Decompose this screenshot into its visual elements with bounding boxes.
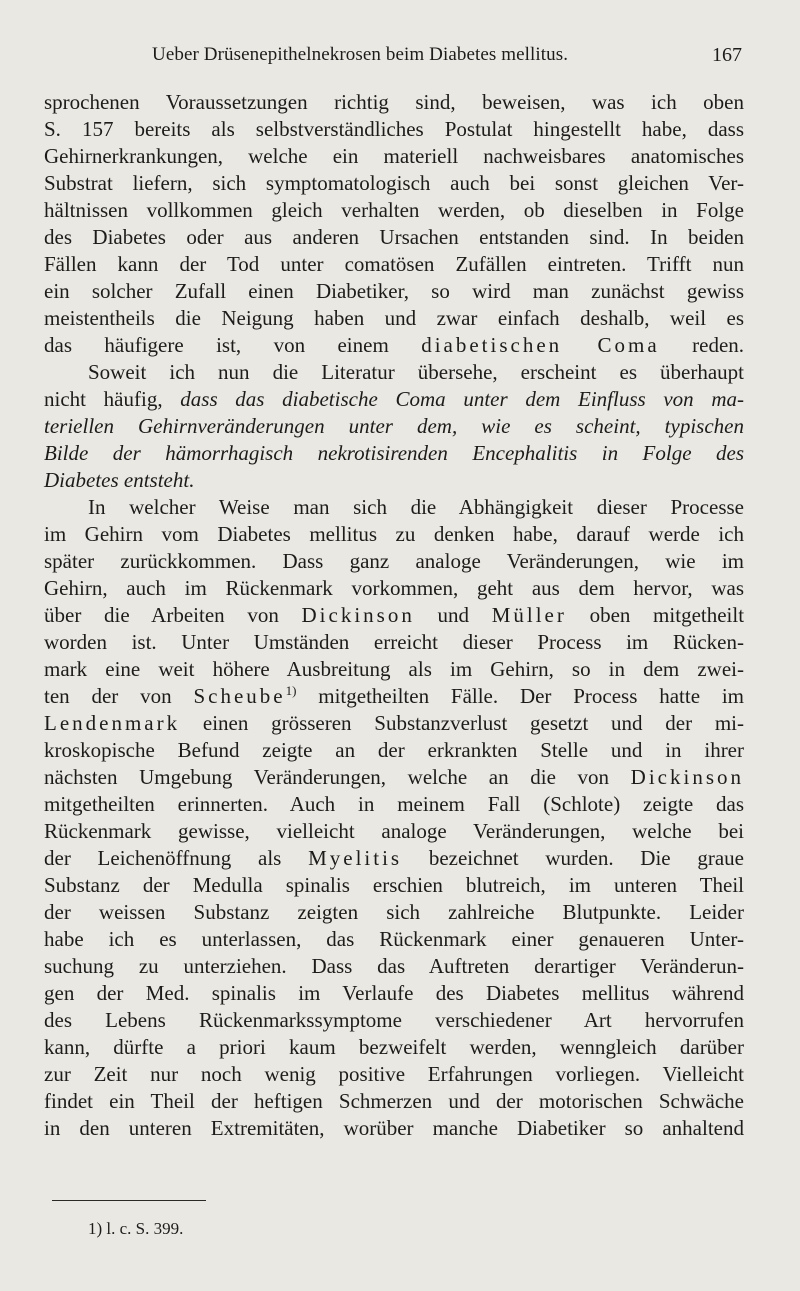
spaced-term: Lendenmark [44,711,181,735]
text-line: kann, dürfte a priori kaum bezweifelt werden, wenngleich darüber [44,1035,744,1059]
text-segment: über die Arbeiten von [44,603,279,627]
text-line: In welcher Weise man sich die Abhängigkeit dieser Processe [88,495,744,519]
running-title: Ueber Drüsenepithelnekrosen beim Diabetes mellitus. [152,44,569,65]
italic-segment: dass das diabetische Coma unter dem Einfluss von ma- [180,387,745,411]
text-line: suchung zu unterziehen. Dass das Auftreten derartiger Veränderun- [44,954,744,978]
text-segment: oben mitgetheilt [589,603,745,627]
text-line [44,386,744,413]
text-line: S. 157 bereits als selbstverständliches Postulat hingestellt habe, dass [44,117,744,141]
spaced-term: diabetischen Coma [421,333,660,357]
text-line: des Diabetes oder aus anderen Ursachen entstanden sind. In beiden [44,225,744,249]
text-line: Soweit ich nun die Literatur übersehe, erscheint es überhaupt [88,360,744,384]
text-line [44,332,744,359]
text-segment: mitgetheilten Fälle. Der Process hatte im [318,684,745,708]
text-segment: nicht häufig, [44,387,163,411]
text-line: der weissen Substanz zeigten sich zahlreiche Blutpunkte. Leider [44,900,744,924]
text-line: sprochenen Voraussetzungen richtig sind, beweisen, was ich oben [44,90,744,114]
text-segment: bezeichnet wurden. Die graue [428,846,744,870]
text-line [44,683,744,710]
text-line: kroskopische Befund zeigte an der erkrankten Stelle und in ihrer [44,738,744,762]
running-head [0,44,800,70]
text-line: Substrat liefern, sich symptomatologisch auch bei sonst gleichen Ver- [44,171,744,195]
text-line: mark eine weit höhere Ausbreitung als im Gehirn, so in dem zwei- [44,657,744,681]
page-number: 167 [712,44,742,66]
footnote-marker: 1) [285,683,297,698]
spaced-term: Myelitis [308,846,403,870]
text-line: zur Zeit nur noch wenig positive Erfahrungen vorliegen. Vielleicht [44,1062,744,1086]
text-line: in den unteren Extremitäten, worüber manche Diabetiker so anhaltend [44,1116,744,1140]
text-segment: und [437,603,470,627]
text-segment: der Leichenöffnung als [44,846,282,870]
text-line: später zurückkommen. Dass ganz analoge Veränderungen, wie im [44,549,744,573]
text-line: meistentheils die Neigung haben und zwar einfach deshalb, weil es [44,306,744,330]
author-name: Dickinson [630,765,744,789]
italic-line: teriellen Gehirnveränderungen unter dem, wie es scheint, typischen [44,414,744,438]
text-segment: einen grösseren Substanzverlust gesetzt und der mi- [202,711,745,735]
italic-line: Diabetes entsteht. [44,468,195,492]
text-segment: reden. [692,333,745,357]
text-line: mitgetheilten erinnerten. Auch in meinem Fall (Schlote) zeigte das [44,792,744,816]
text-line [44,764,744,791]
footnote-rule [52,1200,206,1201]
footnote: 1) l. c. S. 399. [88,1219,184,1238]
text-segment: das häufigere ist, von einem [44,333,389,357]
text-line: findet ein Theil der heftigen Schmerzen und der motorischen Schwäche [44,1089,744,1113]
author-name: Dickinson [301,603,415,627]
text-line: Substanz der Medulla spinalis erschien blutreich, im unteren Theil [44,873,744,897]
text-line: hältnissen vollkommen gleich verhalten werden, ob dieselben in Folge [44,198,744,222]
text-line: Gehirnerkrankungen, welche ein materiell nachweisbares anatomisches [44,144,744,168]
text-line [44,710,744,737]
text-line: habe ich es unterlassen, das Rückenmark einer genaueren Unter- [44,927,744,951]
text-line [44,602,744,629]
text-line: worden ist. Unter Umständen erreicht dieser Process im Rücken- [44,630,744,654]
text-line: Fällen kann der Tod unter comatösen Zufällen eintreten. Trifft nun [44,252,744,276]
text-line: im Gehirn vom Diabetes mellitus zu denken habe, darauf werde ich [44,522,744,546]
author-name: Müller [491,603,567,627]
text-line: Gehirn, auch im Rückenmark vorkommen, geht aus dem hervor, was [44,576,744,600]
text-line: gen der Med. spinalis im Verlaufe des Diabetes mellitus während [44,981,744,1005]
text-segment: ten der von [44,684,172,708]
text-line: ein solcher Zufall einen Diabetiker, so wird man zunächst gewiss [44,279,744,303]
text-line: des Lebens Rückenmarkssymptome verschiedener Art hervorrufen [44,1008,744,1032]
text-segment: nächsten Umgebung Veränderungen, welche an die von [44,765,610,789]
body-text [44,89,744,1142]
text-line [44,845,744,872]
italic-line: Bilde der hämorrhagisch nekrotisirenden Encephalitis in Folge des [44,441,744,465]
author-name: Scheube [193,684,286,708]
text-line: Rückenmark gewisse, vielleicht analoge Veränderungen, welche bei [44,819,744,843]
